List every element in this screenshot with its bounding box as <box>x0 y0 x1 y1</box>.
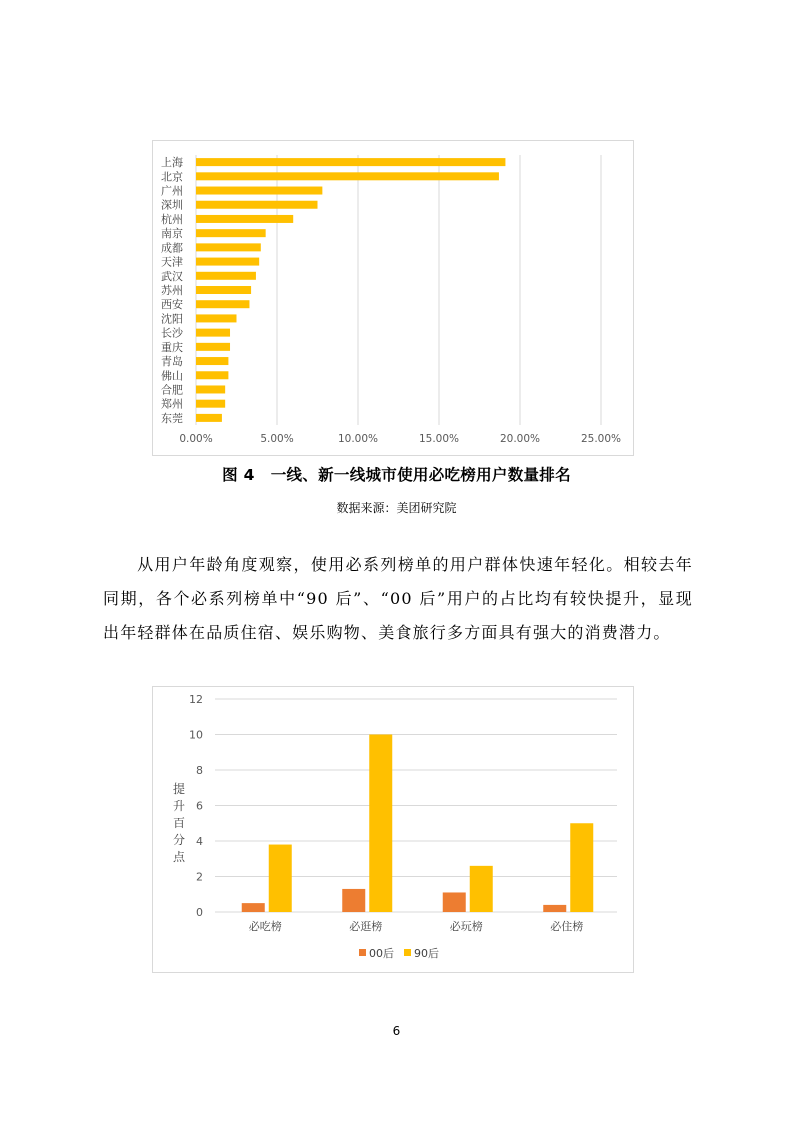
bar <box>196 258 259 266</box>
bar <box>196 201 318 209</box>
y-tick-label: 武汉 <box>161 269 183 283</box>
y-tick-label: 西安 <box>161 298 183 312</box>
bar <box>269 845 292 912</box>
x-tick-label: 0.00% <box>179 433 213 445</box>
bar <box>196 229 266 237</box>
x-tick-label: 10.00% <box>337 433 379 445</box>
bar <box>342 889 365 912</box>
bar <box>196 414 222 422</box>
legend-swatch <box>404 949 411 956</box>
bar <box>196 215 293 223</box>
x-tick-label: 5.00% <box>260 433 294 445</box>
x-tick-label: 必住榜 <box>550 920 584 933</box>
bar <box>196 272 256 280</box>
y-tick-label: 成都 <box>161 241 183 255</box>
x-tick-label: 必逛榜 <box>349 920 383 933</box>
y-tick-label: 郑州 <box>161 397 183 411</box>
y-axis-label: 百 <box>172 816 186 830</box>
y-tick-label: 青岛 <box>161 355 183 369</box>
x-tick-label: 必玩榜 <box>449 920 483 933</box>
bar <box>196 400 225 408</box>
y-axis-label: 分 <box>172 833 186 847</box>
y-tick-label: 东莞 <box>161 411 183 425</box>
y-tick-label: 8 <box>196 764 203 777</box>
y-tick-label: 深圳 <box>161 198 183 212</box>
y-tick-label: 上海 <box>161 156 183 170</box>
y-tick-label: 北京 <box>161 170 183 184</box>
x-tick-label: 25.00% <box>580 433 622 445</box>
bar <box>196 158 505 166</box>
bar <box>196 300 249 308</box>
legend-label: 00后 <box>369 947 394 960</box>
y-tick-label: 0 <box>196 906 203 919</box>
y-tick-label: 合肥 <box>161 383 183 397</box>
y-tick-label: 6 <box>196 799 203 813</box>
bar <box>543 905 566 912</box>
figure-title: 一线、新一线城市使用必吃榜用户数量排名 <box>270 466 571 484</box>
bar <box>196 243 261 251</box>
x-tick-label: 15.00% <box>418 433 460 445</box>
y-tick-label: 长沙 <box>161 326 183 340</box>
bar <box>470 866 493 912</box>
bar <box>443 892 466 912</box>
bar <box>196 343 230 351</box>
bar <box>196 371 228 379</box>
data-source: 数据来源：美团研究院 <box>336 501 457 515</box>
y-tick-label: 天津 <box>161 255 183 269</box>
city-ranking-chart-svg <box>153 141 633 455</box>
y-tick-label: 南京 <box>161 227 183 241</box>
legend-swatch <box>359 949 366 956</box>
bar <box>369 735 392 913</box>
age-growth-chart <box>152 686 634 973</box>
paragraph-text: 从用户年龄角度观察，使用必系列榜单的用户群体快速年轻化。相较去年同期，各个必系列榜单中“90 后”、“00 后”用户的占比均有较快提升，显现出年轻群体在品质住宿、娱乐购物、美食旅行多方面具有强大的消费潜力。 <box>103 555 693 642</box>
y-tick-label: 佛山 <box>161 369 183 383</box>
y-tick-label: 沈阳 <box>161 312 183 326</box>
bar <box>196 385 225 393</box>
age-growth-chart-svg <box>153 687 633 972</box>
y-axis-label: 提 <box>172 782 186 796</box>
y-axis-label: 点 <box>172 850 186 864</box>
y-tick-label: 杭州 <box>161 212 183 226</box>
y-tick-label: 苏州 <box>161 284 183 297</box>
bar <box>196 187 322 195</box>
y-tick-label: 10 <box>189 728 203 742</box>
city-ranking-chart <box>152 140 634 456</box>
legend-label: 90后 <box>414 947 439 960</box>
bar <box>196 357 228 365</box>
bar <box>196 329 230 337</box>
figure-number: 图 4 <box>222 466 255 484</box>
page-number: 6 <box>392 1024 401 1038</box>
bar <box>196 314 237 322</box>
body-paragraph <box>103 548 693 650</box>
y-axis-label: 升 <box>172 799 186 813</box>
x-tick-label: 必吃榜 <box>248 920 282 933</box>
bar <box>242 903 265 912</box>
figure-caption <box>0 463 793 485</box>
x-tick-label: 20.00% <box>499 433 541 445</box>
y-tick-label: 广州 <box>161 184 183 198</box>
y-tick-label: 2 <box>196 870 203 884</box>
bar <box>196 286 251 294</box>
y-tick-label: 12 <box>189 693 203 706</box>
bar <box>196 172 499 180</box>
y-tick-label: 重庆 <box>161 340 183 354</box>
y-tick-label: 4 <box>196 835 203 848</box>
bar <box>570 823 593 912</box>
